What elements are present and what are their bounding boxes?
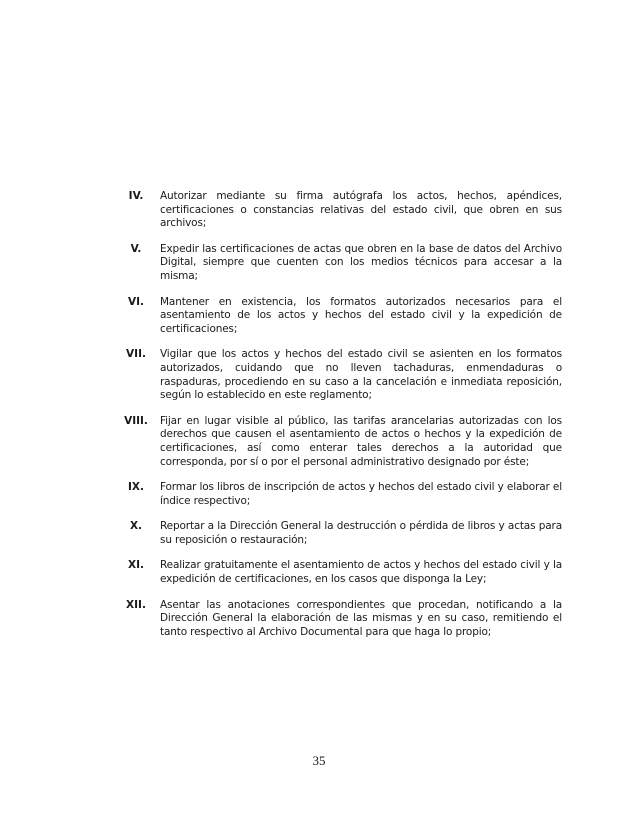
item-numeral: XI.: [128, 559, 144, 572]
item-text: Autorizar mediante su firma autógrafa los actos, hechos, apéndices, certificaciones o constancias relativas del estado civil, que obren en sus archivos;: [160, 190, 562, 230]
list-item: [112, 520, 562, 547]
list-item: [112, 348, 562, 402]
list-item: [112, 243, 562, 284]
list-item: [112, 599, 562, 640]
item-text: Asentar las anotaciones correspondientes que procedan, notificando a la Dirección General la elaboración de las mismas y en su caso, remitiendo el tanto respectivo al Archivo Documental para que haga lo propio;: [160, 598, 562, 638]
item-text: Fijar en lugar visible al público, las tarifas arancelarias autorizadas con los derechos que causen el asentamiento de actos o hechos y la expedición de certificaciones, así como enterar tales derechos a la autoridad que corresponda, por sí o por el personal administrativo designado por éste;: [160, 414, 562, 468]
item-numeral: VII.: [126, 348, 146, 361]
list-item: [112, 190, 562, 231]
item-numeral: VI.: [127, 295, 145, 308]
list-item: [112, 296, 562, 337]
item-numeral: X.: [129, 520, 143, 533]
item-numeral: V.: [130, 242, 142, 255]
item-text: Vigilar que los actos y hechos del estado civil se asienten en los formatos autorizados, cuidando que no lleven tachaduras, enmendaduras o raspaduras, procediendo en su caso a la cancelación e inmediata reposición, según lo establecido en este reglamento;: [160, 348, 562, 402]
list-item: [112, 415, 562, 469]
item-text: Expedir las certificaciones de actas que obren en la base de datos del Archivo Digital, siempre que cuenten con los medios técnicos para accesar a la misma;: [160, 242, 562, 282]
item-numeral: IV.: [128, 190, 144, 202]
item-numeral: IX.: [128, 481, 144, 494]
list-item: [112, 481, 562, 508]
item-text: Realizar gratuitamente el asentamiento de actos y hechos del estado civil y la expedición de certificaciones, en los casos que disponga la Ley;: [160, 559, 562, 586]
item-text: Mantener en existencia, los formatos autorizados necesarios para el asentamiento de los actos y hechos del estado civil y la expedición de certificaciones;: [160, 295, 562, 335]
item-numeral: XII.: [126, 598, 146, 611]
page-number: 35: [312, 753, 326, 768]
item-text: Formar los libros de inscripción de actos y hechos del estado civil y elaborar el índice respectivo;: [160, 481, 562, 507]
list-item: [112, 559, 562, 586]
article-fraction-list: [112, 190, 562, 651]
item-text: Reportar a la Dirección General la destrucción o pérdida de libros y actas para su reposición o restauración;: [160, 520, 562, 546]
item-numeral: VIII.: [124, 414, 148, 427]
